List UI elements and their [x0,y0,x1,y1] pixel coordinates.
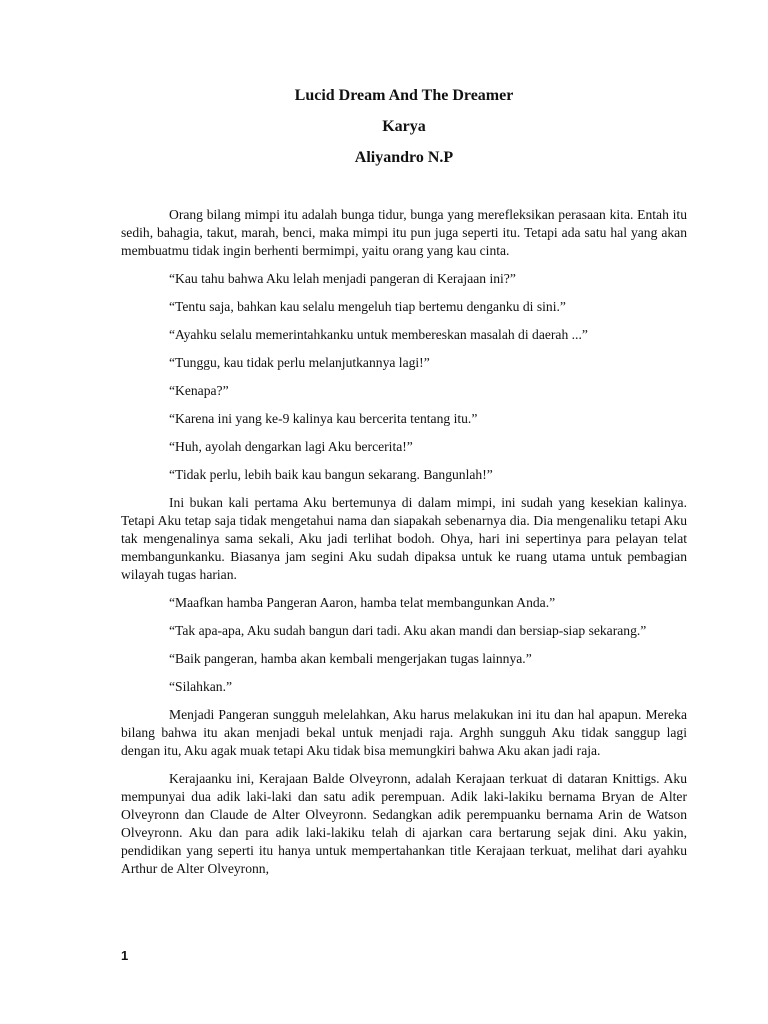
dialog-line: “Kenapa?” [169,383,229,398]
dialog-line: “Kau tahu bahwa Aku lelah menjadi pangeran di Kerajaan ini?” [169,271,516,286]
page-number: 1 [121,948,129,963]
dialog-line: “Tentu saja, bahkan kau selalu mengeluh tiap bertemu denganku di sini.” [169,299,566,314]
dialog-line: “Huh, ayolah dengarkan lagi Aku bercerita!” [169,439,413,454]
document-body [121,206,687,888]
document-title: Lucid Dream And The Dreamer [294,87,514,104]
paragraph: Menjadi Pangeran sungguh melelahkan, Aku harus melakukan ini itu dan hal apapun. Mereka bilang bahwa itu akan menjadi bekal untuk menjadi raja. Arghh sungguh Aku tidak sanggup lagi dengan itu, Aku agak muak tetapi Aku tidak bisa memungkiri bahwa Aku akan jadi raja. [121,707,687,758]
dialog-line: “Tak apa-apa, Aku sudah bangun dari tadi. Aku akan mandi dan bersiap-siap sekarang.” [169,623,647,638]
paragraph: Orang bilang mimpi itu adalah bunga tidur, bunga yang merefleksikan perasaan kita. Entah itu sedih, bahagia, takut, marah, benci, maka mimpi itu pun juga seperti itu. Tetapi ada satu hal yang akan membuatmu tidak ingin berhenti bermimpi, yaitu orang yang kau cinta. [121,207,687,258]
document-subtitle: Karya [382,118,426,135]
dialog-line: “Karena ini yang ke-9 kalinya kau bercerita tentang itu.” [169,411,478,426]
paragraph: Kerajaanku ini, Kerajaan Balde Olveyronn, adalah Kerajaan terkuat di dataran Knittigs. Aku mempunyai dua adik laki-laki dan satu adik perempuan. Adik laki-lakiku bernama Bryan de Alter Olveyronn dan Claude de Alter Olveyronn. Sedangkan adik perempuanku bernama Arin de Watson Olveyronn. Aku dan para adik laki-lakiku telah di ajarkan cara bertarung sejak dini. Aku yakin, pendidikan yang seperti itu hanya untuk mempertahankan title Kerajaan terkuat, melihat dari ayahku Arthur de Alter Olveyronn, [121,771,687,876]
document-author: Aliyandro N.P [354,149,454,166]
dialog-line: “Maafkan hamba Pangeran Aaron, hamba telat membangunkan Anda.” [169,595,556,610]
paragraph: Ini bukan kali pertama Aku bertemunya di dalam mimpi, ini sudah yang kesekian kalinya. Tetapi Aku tetap saja tidak mengetahui nama dan siapakah sebenarnya dia. Dia mengenaliku tetapi Aku tak mengenalinya sama sekali, Aku jadi terlihat bodoh. Ohya, hari ini sepertinya para pelayan telat membangunkanku. Biasanya jam segini Aku sudah dipaksa untuk ke ruang utama untuk pembagian wilayah tugas harian. [121,495,687,582]
dialog-line: “Silahkan.” [169,679,233,694]
dialog-line: “Tunggu, kau tidak perlu melanjutkannya lagi!” [169,355,430,370]
dialog-line: “Tidak perlu, lebih baik kau bangun sekarang. Bangunlah!” [169,467,493,482]
title-block [0,86,768,179]
dialog-line: “Baik pangeran, hamba akan kembali mengerjakan tugas lainnya.” [169,651,532,666]
dialog-line: “Ayahku selalu memerintahkanku untuk membereskan masalah di daerah ...” [169,327,588,342]
